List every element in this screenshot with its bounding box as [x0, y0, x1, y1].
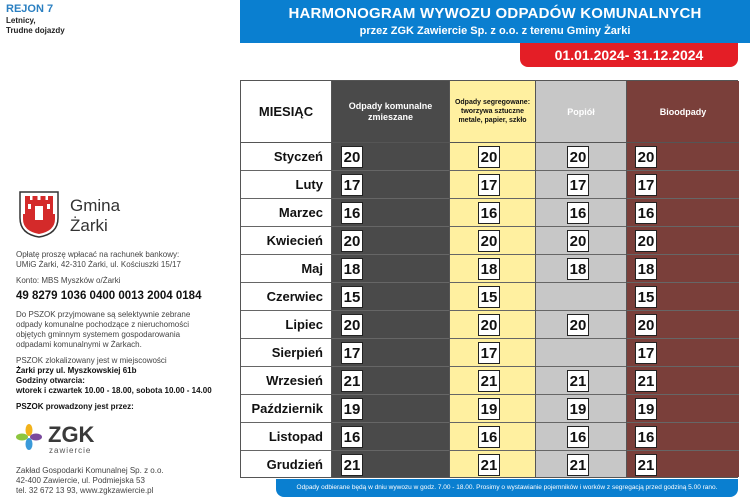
table-row: [627, 451, 739, 479]
table-row: [241, 423, 331, 451]
pszok-text-2: odpady komunalne pochodzące z nieruchomości: [16, 320, 189, 329]
table-row: [241, 227, 331, 255]
table-row: [241, 451, 331, 479]
payment-info: [16, 250, 236, 286]
pszok-hours: wtorek i czwartek 10.00 - 18.00, sobota 10.00 - 14.00: [16, 386, 212, 395]
table-row: [450, 255, 535, 283]
table-row: [536, 143, 626, 171]
table-row: [627, 367, 739, 395]
table-row: [241, 367, 331, 395]
table-row: [332, 199, 449, 227]
table-row: [627, 199, 739, 227]
bio-pickup-day: 21: [635, 370, 657, 392]
table-row: [450, 395, 535, 423]
table-row: [536, 171, 626, 199]
table-row: [332, 283, 449, 311]
table-row: [536, 311, 626, 339]
table-row: [536, 451, 626, 479]
seg-pickup-day: 20: [478, 146, 500, 168]
zgk-contact: [16, 466, 236, 496]
coat-of-arms-icon: [18, 190, 60, 238]
table-row: [332, 367, 449, 395]
table-row: [450, 199, 535, 227]
zgk-contact-1: Zakład Gospodarki Komunalnej Sp. z o.o.: [16, 466, 164, 475]
table-row: [627, 311, 739, 339]
table-row: [332, 143, 449, 171]
schedule-header: [240, 0, 750, 43]
table-row: [536, 339, 626, 367]
mixed-waste-column: [332, 81, 449, 477]
table-row: [536, 367, 626, 395]
ash-pickup-day: 19: [567, 398, 589, 420]
ash-pickup-day: 20: [567, 230, 589, 252]
table-row: [450, 339, 535, 367]
bio-pickup-day: 15: [635, 286, 657, 308]
mixed-pickup-day: 16: [341, 202, 363, 224]
zgk-contact-2: 42-400 Zawiercie, ul. Podmiejska 53: [16, 476, 145, 485]
month-name: Sierpień: [271, 345, 323, 360]
month-name: Marzec: [278, 205, 323, 220]
table-row: [450, 143, 535, 171]
table-row: [627, 255, 739, 283]
pszok-hours-label: Godziny otwarcia:: [16, 376, 85, 385]
pszok-text-4: odpadami komunalnymi w Żarkach.: [16, 340, 142, 349]
table-row: [241, 255, 331, 283]
date-range-badge: 01.01.2024- 31.12.2024: [520, 43, 738, 67]
month-column: [241, 81, 332, 477]
seg-pickup-day: 18: [478, 258, 500, 280]
table-row: [332, 451, 449, 479]
bio-pickup-day: 17: [635, 174, 657, 196]
seg-pickup-day: 20: [478, 314, 500, 336]
table-row: [241, 199, 331, 227]
mixed-pickup-day: 21: [341, 370, 363, 392]
table-row: [450, 367, 535, 395]
table-row: [627, 171, 739, 199]
ash-header: Popiół: [536, 81, 626, 143]
mixed-pickup-day: 18: [341, 258, 363, 280]
seg-pickup-day: 17: [478, 342, 500, 364]
biowaste-header: Bioodpady: [627, 81, 739, 143]
mixed-pickup-day: 21: [341, 454, 363, 476]
table-row: [450, 171, 535, 199]
month-name: Kwiecień: [266, 233, 323, 248]
ash-pickup-day: 16: [567, 426, 589, 448]
seg-pickup-day: 15: [478, 286, 500, 308]
table-row: [627, 423, 739, 451]
region-info: [6, 3, 65, 36]
zgk-contact-3: tel. 32 672 13 93, www.zgkzawiercie.pl: [16, 486, 154, 495]
pszok-info: [16, 310, 236, 412]
schedule-table: [240, 80, 738, 478]
table-row: [627, 227, 739, 255]
ash-pickup-day: 18: [567, 258, 589, 280]
seg-pickup-day: 20: [478, 230, 500, 252]
table-row: [627, 143, 739, 171]
mixed-pickup-day: 19: [341, 398, 363, 420]
table-row: [536, 283, 626, 311]
table-row: [450, 283, 535, 311]
month-name: Maj: [301, 261, 323, 276]
table-row: [241, 311, 331, 339]
seg-pickup-day: 21: [478, 370, 500, 392]
month-name: Lipiec: [285, 317, 323, 332]
seg-pickup-day: 16: [478, 202, 500, 224]
pszok-location-2: Żarki przy ul. Myszkowskiej 61b: [16, 366, 137, 375]
zgk-leaf-icon: [16, 424, 42, 450]
pszok-operator-label: PSZOK prowadzony jest przez:: [16, 402, 134, 411]
table-row: [241, 143, 331, 171]
table-row: [332, 311, 449, 339]
region-line-2: Trudne dojazdy: [6, 26, 65, 35]
bio-pickup-day: 20: [635, 314, 657, 336]
schedule-title: HARMONOGRAM WYWOZU ODPADÓW KOMUNALNYCH: [288, 5, 702, 22]
ash-pickup-day: 21: [567, 454, 589, 476]
table-row: [536, 395, 626, 423]
bio-pickup-day: 19: [635, 398, 657, 420]
bio-pickup-day: 20: [635, 230, 657, 252]
region-line-1: Letnicy,: [6, 16, 36, 25]
bio-pickup-day: 18: [635, 258, 657, 280]
table-row: [450, 227, 535, 255]
ash-pickup-day: 20: [567, 314, 589, 336]
seg-pickup-day: 17: [478, 174, 500, 196]
payment-line-2: UMiG Żarki, 42-310 Żarki, ul. Kościuszki 15/17: [16, 260, 181, 269]
seg-pickup-day: 21: [478, 454, 500, 476]
mixed-pickup-day: 20: [341, 146, 363, 168]
ash-pickup-day: 21: [567, 370, 589, 392]
region-title: REJON 7: [6, 3, 54, 15]
table-row: [536, 227, 626, 255]
mixed-pickup-day: 20: [341, 230, 363, 252]
table-row: [332, 227, 449, 255]
bank-name: Konto: MBS Myszków o/Żarki: [16, 276, 121, 285]
table-row: [332, 255, 449, 283]
mixed-waste-header: Odpady komunalne zmieszane: [332, 81, 449, 143]
segregated-waste-header: Odpady segregowane: tworzywa sztuczne metale, papier, szkło: [450, 81, 535, 143]
bio-pickup-day: 21: [635, 454, 657, 476]
month-name: Czerwiec: [266, 289, 323, 304]
payment-line-1: Opłatę proszę wpłacać na rachunek bankowy:: [16, 250, 180, 259]
mixed-pickup-day: 16: [341, 426, 363, 448]
table-row: [627, 339, 739, 367]
table-row: [241, 283, 331, 311]
seg-pickup-day: 16: [478, 426, 500, 448]
month-name: Grudzień: [266, 457, 323, 472]
mixed-pickup-day: 20: [341, 314, 363, 336]
table-row: [332, 339, 449, 367]
month-name: Październik: [251, 401, 323, 416]
month-name: Wrzesień: [266, 373, 323, 388]
table-row: [450, 451, 535, 479]
table-row: [332, 395, 449, 423]
bio-pickup-day: 17: [635, 342, 657, 364]
mixed-pickup-day: 15: [341, 286, 363, 308]
biowaste-column: [626, 81, 739, 477]
mixed-pickup-day: 17: [341, 174, 363, 196]
ash-pickup-day: 17: [567, 174, 589, 196]
seg-pickup-day: 19: [478, 398, 500, 420]
ash-pickup-day: 20: [567, 146, 589, 168]
bank-account-number: 49 8279 1036 0400 0013 2004 0184: [16, 290, 202, 302]
bio-pickup-day: 16: [635, 202, 657, 224]
bio-pickup-day: 16: [635, 426, 657, 448]
table-row: [627, 395, 739, 423]
bio-pickup-day: 20: [635, 146, 657, 168]
ash-pickup-day: 16: [567, 202, 589, 224]
table-row: [536, 199, 626, 227]
month-name: Styczeń: [273, 149, 323, 164]
pszok-location-1: PSZOK zlokalizowany jest w miejscowości: [16, 356, 167, 365]
gmina-label: Gmina: [70, 196, 121, 215]
zgk-logo-subtext: zawiercie: [49, 446, 92, 455]
table-row: [332, 423, 449, 451]
table-row: [450, 423, 535, 451]
table-row: [241, 339, 331, 367]
pszok-text-1: Do PSZOK przyjmowane są selektywnie zebrane: [16, 310, 191, 319]
table-row: [450, 311, 535, 339]
month-column-header: MIESIĄC: [241, 81, 331, 143]
table-row: [241, 395, 331, 423]
mixed-pickup-day: 17: [341, 342, 363, 364]
month-name: Luty: [295, 177, 323, 192]
table-row: [536, 423, 626, 451]
pszok-text-3: objętych gminnym systemem gospodarowania: [16, 330, 181, 339]
segregated-waste-column: [449, 81, 536, 477]
table-row: [536, 255, 626, 283]
table-row: [241, 171, 331, 199]
pickup-hours-note: Odpady odbierane będą w dniu wywozu w godz. 7.00 - 18.00. Prosimy o wystawianie pojemników i worków z segregacją przed godziną 5.00 rano.: [276, 479, 738, 497]
gmina-name: Żarki: [70, 216, 108, 235]
month-name: Listopad: [268, 429, 323, 444]
table-row: [332, 171, 449, 199]
schedule-subtitle: przez ZGK Zawiercie Sp. z o.o. z terenu Gminy Żarki: [359, 25, 631, 37]
zgk-logo-text: ZGK: [48, 422, 95, 447]
table-row: [627, 283, 739, 311]
ash-column: [536, 81, 626, 477]
